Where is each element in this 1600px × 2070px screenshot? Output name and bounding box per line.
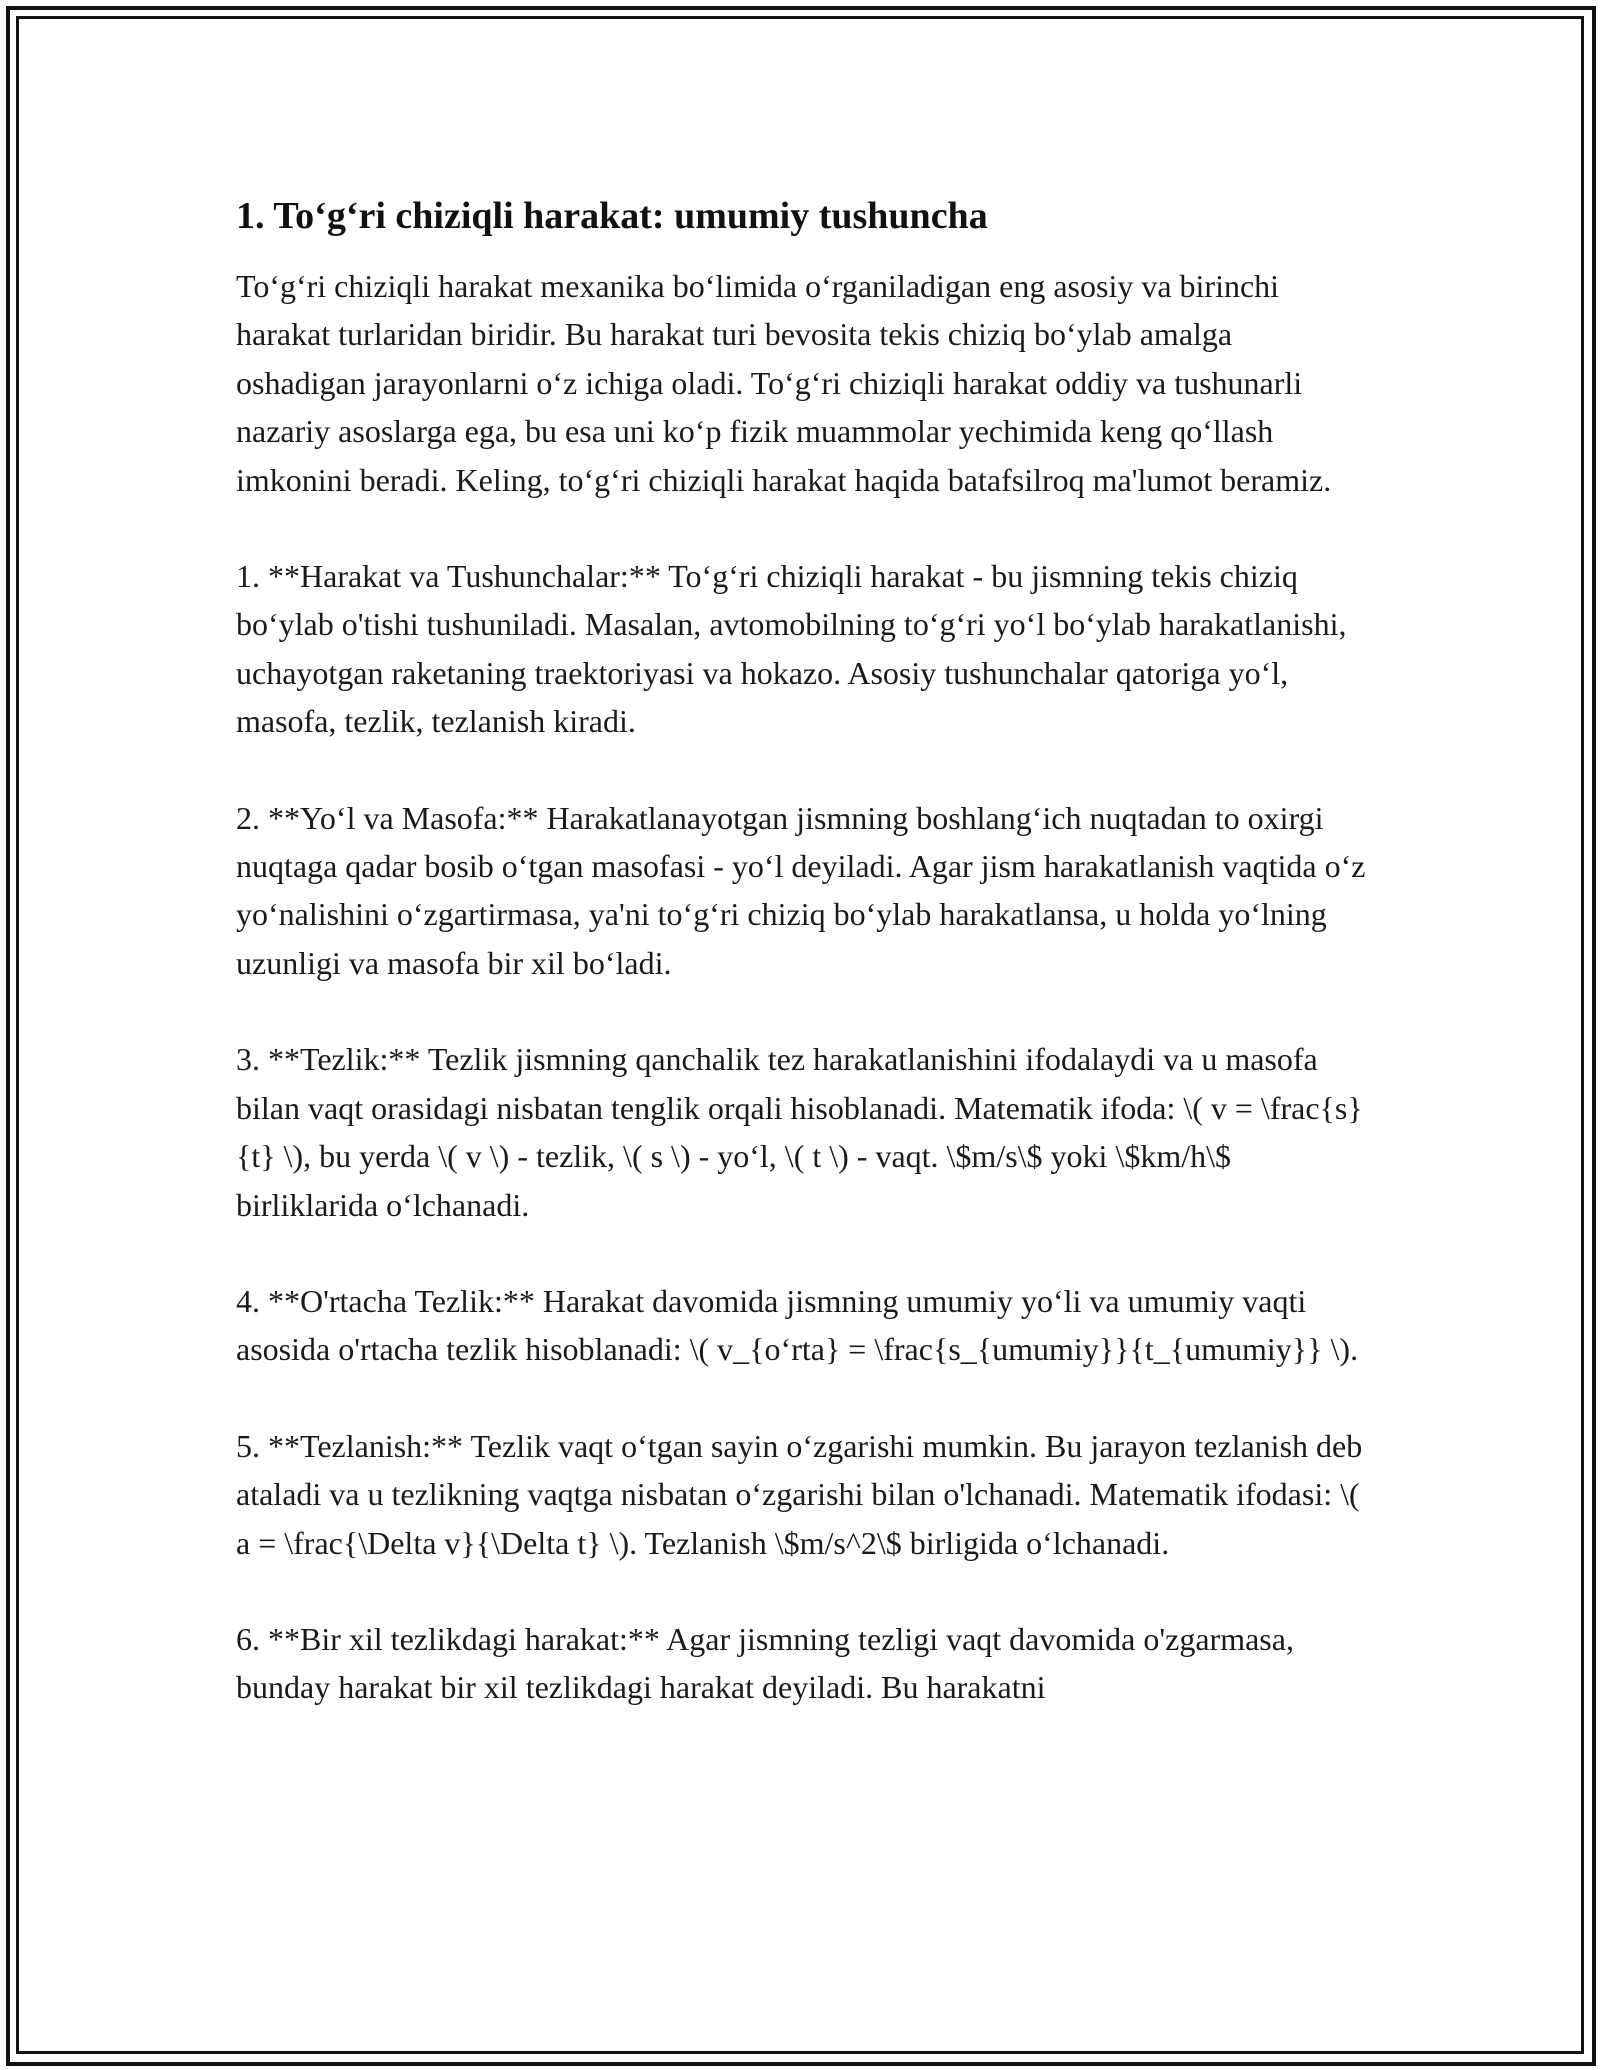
paragraph-ortacha-tezlik: 4. **O'rtacha Tezlik:** Harakat davomida jismning umumiy yo‘li va umumiy vaqti asosida o'rtacha tezlik hisoblanadi: \( v_{o‘rta} = \frac{s_{umumiy}}{t_{umumiy}} \).: [236, 1282, 1359, 1368]
paragraph-harakat-va-tushunchalar: 1. **Harakat va Tushunchalar:** To‘g‘ri chiziqli harakat - bu jismning tekis chiziq bo‘ylab o'tishi tushuniladi. Masalan, avtomobilning to‘g‘ri yo‘l bo‘ylab harakatlanishi, uchayotgan raketaning traektoriyasi va hokazo. Asosiy tushunchalar qatoriga yo‘l, masofa, tezlik, tezlanish kiradi.: [236, 558, 1347, 740]
paragraph-tezlanish: 5. **Tezlanish:** Tezlik vaqt o‘tgan sayin o‘zgarishi mumkin. Bu jarayon tezlanish deb ataladi va u tezlikning vaqtga nisbatan o‘zgarishi bilan o'lchanadi. Matematik ifodasi: \( a = \frac{\Delta v}{\Delta t} \). Tezlanish \$m/s^2\$ birligida o‘lchanadi.: [236, 1427, 1363, 1561]
paragraph-bir-xil-tezlik: 6. **Bir xil tezlikdagi harakat:** Agar jismning tezligi vaqt davomida o'zgarmasa, bunday harakat bir xil tezlikdagi harakat deyiladi. Bu harakatni: [236, 1620, 1294, 1706]
document-body: [236, 188, 1366, 1712]
intro-paragraph: To‘g‘ri chiziqli harakat mexanika bo‘limida o‘rganiladigan eng asosiy va birinchi harakat turlaridan biridir. Bu harakat turi bevosita tekis chiziq bo‘ylab amalga oshadigan jarayonlarni o‘z ichiga oladi. To‘g‘ri chiziqli harakat oddiy va tushunarli nazariy asoslarga ega, bu esa uni ko‘p fizik muammolar yechimida keng qo‘llash imkonini beradi. Keling, to‘g‘ri chiziqli harakat haqida batafsilroq ma'lumot beramiz.: [236, 268, 1332, 498]
paragraph-yol-va-masofa: 2. **Yo‘l va Masofa:** Harakatlanayotgan jismning boshlang‘ich nuqtadan to oxirgi nuqtaga qadar bosib o‘tgan masofasi - yo‘l deyiladi. Agar jism harakatlanish vaqtida o‘z yo‘nalishini o‘zgartirmasa, ya'ni to‘g‘ri chiziq bo‘ylab harakatlansa, u holda yo‘lning uzunligi va masofa bir xil bo‘ladi.: [236, 799, 1366, 981]
paragraph-tezlik: 3. **Tezlik:** Tezlik jismning qanchalik tez harakatlanishini ifodalaydi va u masofa bilan vaqt orasidagi nisbatan tenglik orqali hisoblanadi. Matematik ifoda: \( v = \frac{s}{t} \), bu yerda \( v \) - tezlik, \( s \) - yo‘l, \( t \) - vaqt. \$m/s\$ yoki \$km/h\$ birliklarida o‘lchanadi.: [236, 1041, 1363, 1223]
section-heading: 1. To‘g‘ri chiziqli harakat: umumiy tushuncha: [236, 195, 988, 237]
